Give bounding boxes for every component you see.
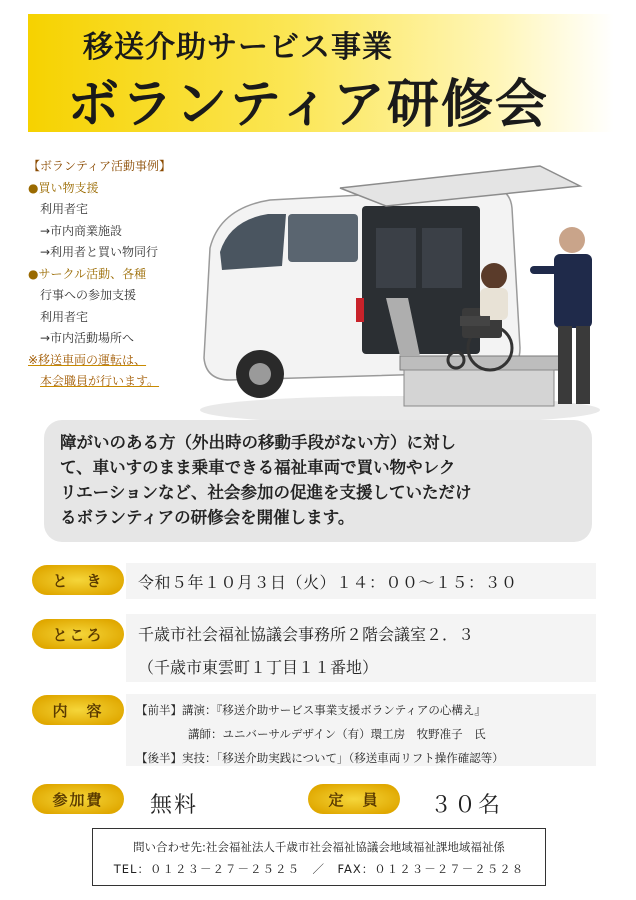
example-item: →市内商業施設: [40, 223, 123, 238]
fee-label: 参加費: [32, 784, 124, 814]
intro-line: るボランティアの研修会を開催します。: [60, 508, 355, 527]
example-item: 利用者宅: [40, 309, 89, 324]
contact-org: 問い合わせ先:社会福祉法人千歳市社会福祉協議会地域福祉課地域福祉係: [133, 840, 505, 854]
content-lecturer: 講師：ユニバーサルデザイン（有）環工房 牧野准子 氏: [188, 727, 486, 741]
example-item: →市内活動場所へ: [40, 331, 135, 345]
examples-heading: 【ボランティア活動事例】: [28, 159, 172, 173]
when-label: と き: [32, 565, 124, 595]
content-second-half: 【後半】実技：「移送介助実践について」（移送車両リフト操作確認等）: [136, 751, 504, 765]
contact-phone-fax: TEL：０１２３－２７－２５２５ ／ FAX：０１２３－２７－２５２８: [113, 862, 525, 876]
intro-line: 障がいのある方（外出時の移動手段がない方）に対し: [60, 433, 456, 452]
intro-line: リエーションなど、社会参加の促進を支援していただけ: [60, 483, 472, 502]
where-label: ところ: [32, 619, 124, 649]
example-item: ●サークル活動、各種: [28, 266, 147, 281]
venue-address: （千歳市東雲町１丁目１１番地）: [138, 658, 379, 677]
intro-box: [44, 420, 592, 542]
example-item: 利用者宅: [40, 202, 89, 216]
content-first-half: 【前半】講演：『移送介助サービス事業支援ボランティアの心構え』: [136, 703, 486, 717]
event-datetime: 令和５年１０月３日（火）１４：００〜１５：３０: [138, 573, 518, 592]
intro-text: [60, 430, 580, 530]
event-subtitle: 移送介助サービス事業: [83, 30, 393, 65]
driving-note: ※移送車両の運転は、: [28, 352, 147, 367]
example-item: ●買い物支援: [28, 180, 99, 195]
capacity-label: 定 員: [308, 784, 400, 814]
van-illustration-icon: [190, 148, 620, 448]
venue-name: 千歳市社会福祉協議会事務所２階会議室２．３: [138, 625, 475, 644]
welfare-van-photo: [190, 148, 620, 448]
example-item: →利用者と買い物同行: [40, 245, 159, 259]
title-banner: [28, 14, 614, 135]
content-label: 内 容: [32, 695, 124, 725]
intro-line: て、車いすのまま乗車できる福祉車両で買い物やレク: [60, 458, 456, 477]
fee-value: 無料: [150, 793, 199, 818]
capacity-value: ３０名: [430, 793, 503, 818]
contact-box: [92, 828, 546, 886]
driving-note: 本会職員が行います。: [40, 374, 160, 388]
event-title: ボランティア研修会: [67, 74, 549, 135]
volunteer-examples: [28, 156, 210, 393]
example-item: 行事への参加支援: [40, 288, 137, 302]
